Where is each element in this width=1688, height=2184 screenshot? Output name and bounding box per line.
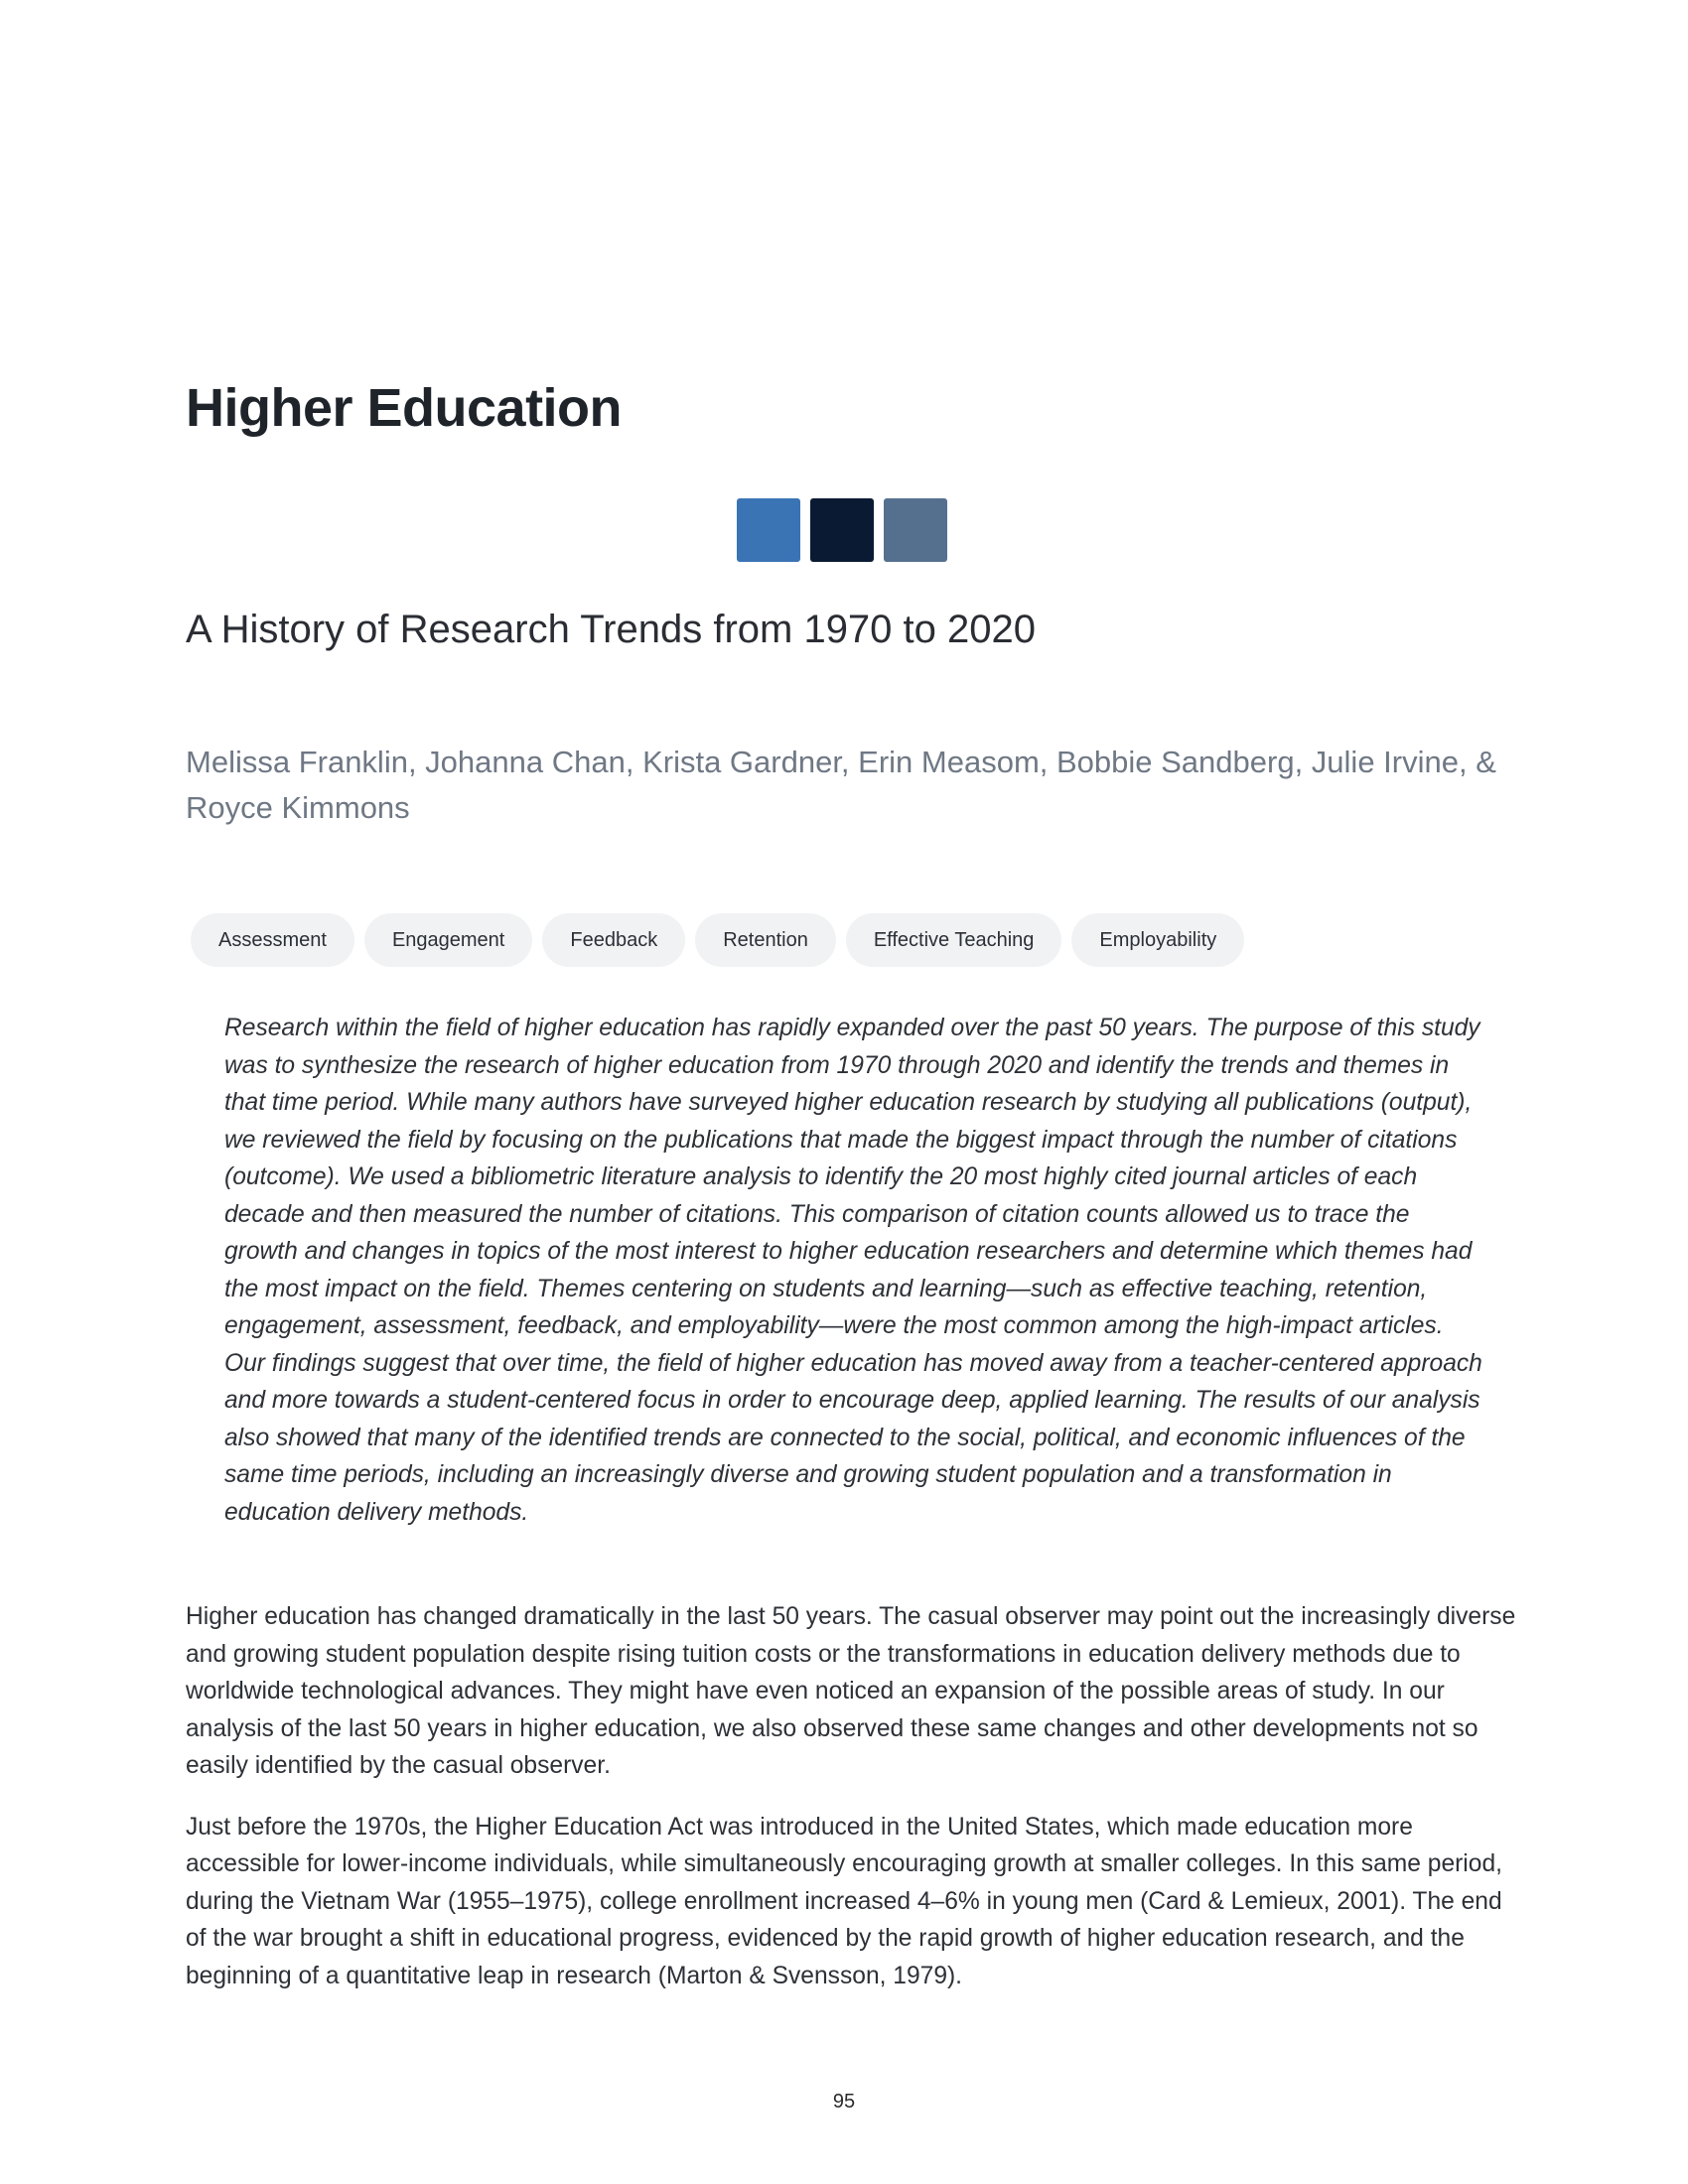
page-number: 95 — [832, 2091, 856, 2113]
author-list: Melissa Franklin, Johanna Chan, Krista Gardner, Erin Measom, Bobbie Sandberg, Julie Irvine, & Royce Kimmons — [186, 745, 1496, 825]
tag-engagement[interactable]: Engagement — [364, 913, 532, 967]
subtitle: A History of Research Trends from 1970 to 2020 — [186, 608, 1036, 651]
blue-swatch — [737, 498, 800, 562]
slate-swatch — [884, 498, 947, 562]
tag-retention[interactable]: Retention — [695, 913, 836, 967]
body-paragraph: Higher education has changed dramatically in the last 50 years. The casual observer may point out the increasingly diverse and growing student population despite rising tuition costs or the transformations in education delivery methods due to worldwide technological advances. They might have even noticed an expansion of the possible areas of study. In our analysis of the last 50 years in higher education, we also observed these same changes and other developments not so easily identified by the casual observer. — [186, 1603, 1516, 1779]
tag-feedback[interactable]: Feedback — [542, 913, 685, 967]
page-title: Higher Education — [186, 378, 623, 438]
body-text — [186, 1598, 1516, 2018]
abstract: Research within the field of higher education has rapidly expanded over the past 50 years. The purpose of this study was to synthesize the research of higher education from 1970 through 2020 and identify the trends and themes in that time period. While many authors have surveyed higher education research by studying all publications (output), we reviewed the field by focusing on the publications that made the biggest impact through the number of citations (outcome). We used a bibliometric literature analysis to identify the 20 most highly cited journal articles of each decade and then measured the number of citations. This comparison of citation counts allowed us to trace the growth and changes in topics of the most interest to higher education researchers and determine which themes had the most impact on the field. Themes centering on students and learning—such as effective teaching, retention, engagement, assessment, feedback, and employability—were the most common among the high-impact articles. Our findings suggest that over time, the field of higher education has moved away from a teacher-centered approach and more towards a student-centered focus in order to encourage deep, applied learning. The results of our analysis also showed that many of the identified trends are connected to the social, political, and economic influences of the same time periods, including an increasingly diverse and growing student population and a transformation in education delivery methods. — [224, 1015, 1482, 1526]
color-swatches — [737, 498, 947, 562]
tag-assessment[interactable]: Assessment — [191, 913, 354, 967]
body-paragraph: Just before the 1970s, the Higher Education Act was introduced in the United States, which made education more accessible for lower-income individuals, while simultaneously encouraging growth at smaller colleges. In this same period, during the Vietnam War (1955–1975), college enrollment increased 4–6% in young men (Card & Lemieux, 2001). The end of the war brought a shift in educational progress, evidenced by the rapid growth of higher education research, and the beginning of a quantitative leap in research (Marton & Svensson, 1979). — [186, 1813, 1502, 1989]
tag-employability[interactable]: Employability — [1071, 913, 1244, 967]
navy-swatch — [810, 498, 874, 562]
keyword-tags — [191, 913, 1244, 967]
tag-effective-teaching[interactable]: Effective Teaching — [846, 913, 1062, 967]
